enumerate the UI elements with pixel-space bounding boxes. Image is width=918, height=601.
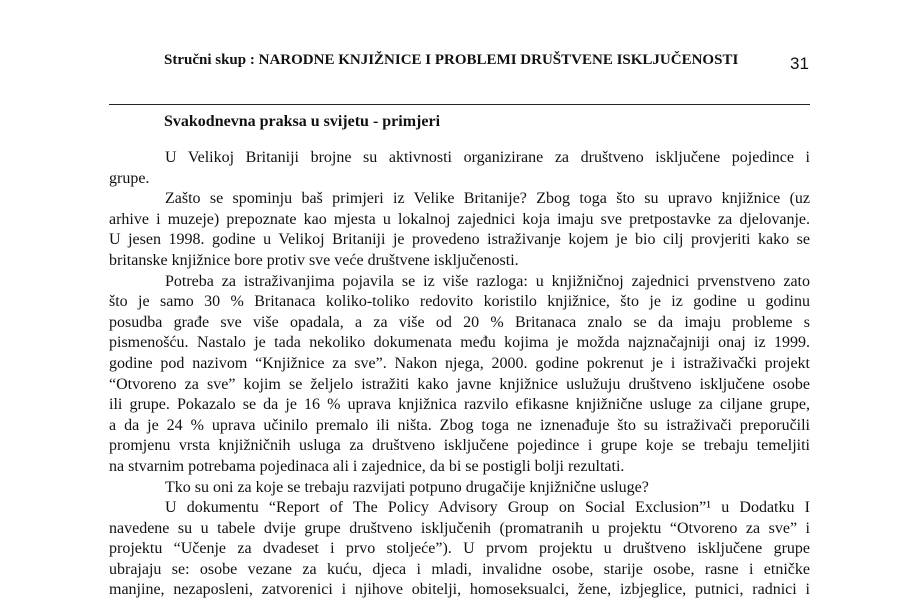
text-line: Tko su oni za koje se trebaju razvijati potpuno drugačije knjižnične usluge? — [165, 478, 649, 496]
text-line: manjine, nezaposleni, zatvorenici i njihove obitelji, homoseksualci, žene, izbjeglice, putnici, radnici i — [109, 581, 810, 599]
text-line: ubrajaju se: osobe vezane za kuću, djeca i mladi, invalidne osobe, starije osobe, rasne i etničke — [109, 560, 810, 578]
text-line: “Otvoreno za sve” kojim se željelo istražiti kako javne knjižnice uslužuju društveno isključene osobe — [109, 375, 810, 393]
text-line: Potreba za istraživanjima pojavila se iz više razloga: u knjižničnoj zajednici prvenstveno zato — [165, 272, 810, 290]
text-line: projektu “Učenje za dvadeset i prvo stoljeće”). U prvom projektu u društveno isključene grupe — [109, 540, 810, 558]
text-line: arhive i muzeje) prepoznate kao mjesta u lokalnoj zajednici koja imaju sve pretpostavke za djelovanje. — [109, 210, 810, 228]
text-line: godine pod nazivom “Knjižnice za sve”. Nakon njega, 2000. godine pokrenut je i istraživački projekt — [109, 354, 810, 372]
running-header-title: Stručni skup : NARODNE KNJIŽNICE I PROBLEMI DRUŠTVENE ISKLJUČENOSTI — [164, 52, 739, 68]
text-line: što je samo 30 % Britanaca koliko-toliko redovito koristilo knjižnice, što je iz godine u godinu — [109, 293, 810, 311]
text-line: Zašto se spominju baš primjeri iz Velike Britanije? Zbog toga što su upravo knjižnice (uz — [165, 190, 810, 208]
page-number: 31 — [790, 54, 809, 73]
text-line: U dokumentu “Report of The Policy Advisory Group on Social Exclusion”¹ u Dodatku I — [165, 499, 810, 517]
text-line: a da je 24 % uprava učinilo premalo ili ništa. Zbog toga ne iznenađuje što su istraživači preporučili — [109, 416, 810, 434]
text-line: U Velikoj Britaniji brojne su aktivnosti organizirane za društveno isključene pojedince i — [165, 149, 810, 166]
text-line: U jesen 1998. godine u Velikoj Britaniji je provedeno istraživanje kojem je bio cilj provjeriti kako se — [109, 231, 810, 249]
header-rule — [109, 104, 810, 105]
body-text — [109, 148, 810, 601]
text-line: grupe. — [109, 169, 150, 187]
section-heading: Svakodnevna praksa u svijetu - primjeri — [164, 113, 441, 130]
text-line: promjenu vrsta knjižničnih usluga za društveno isključene pojedince i grupe koje se trebaju temeljiti — [109, 437, 810, 455]
text-line: navedene su u tabele dvije grupe društveno isključenih (promatranih u projektu “Otvoreno za sve” i — [109, 519, 810, 537]
text-line: posudba građe sve više opadala, a za više od 20 % Britanaca znalo se da imaju probleme s — [109, 313, 810, 331]
text-line: ili grupe. Pokazalo se da je 16 % uprava knjižnica razvilo efikasne knjižnične usluge za ciljane grupe, — [109, 396, 810, 414]
text-line: britanske knjižnice bore protiv sve veće društvene isključenosti. — [109, 251, 519, 269]
text-line: na stvarnim potrebama pojedinaca ali i zajednice, da bi se postigli bolji rezultati. — [109, 457, 625, 475]
text-line: pismenošću. Nastalo je tada nekoliko dokumenata među kojima je možda najznačajniji onaj iz 1999. — [109, 334, 810, 352]
